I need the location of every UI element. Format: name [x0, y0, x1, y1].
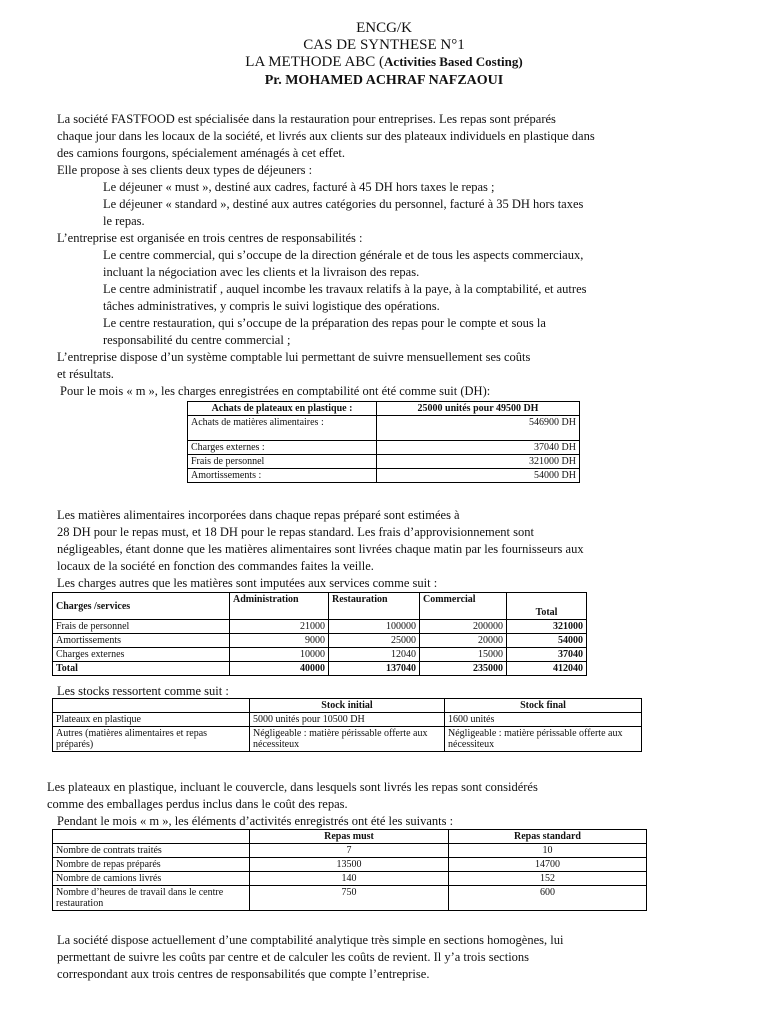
activites-cell: 7	[250, 844, 449, 858]
stocks-header	[53, 699, 250, 713]
imput-cell: 137040	[329, 662, 420, 676]
charges-label: Amortissements :	[188, 469, 377, 483]
imput-header: Restauration	[329, 593, 420, 620]
activites-cell: Nombre de contrats traités	[53, 844, 250, 858]
charges-table	[187, 401, 580, 483]
imput-cell: Charges externes	[53, 648, 230, 662]
imput-header: Charges /services	[53, 593, 230, 620]
imput-cell: 100000	[329, 620, 420, 634]
method-title-bold: Activities Based Costing)	[384, 54, 523, 69]
imput-cell: 54000	[507, 634, 587, 648]
system-line-2: et résultats.	[57, 367, 114, 381]
imput-cell: Frais de personnel	[53, 620, 230, 634]
matieres-line-3: négligeables, étant donne que les matières alimentaires sont livrées chaque matin par les fournisseurs aux	[57, 542, 584, 556]
intro-line-4: Elle propose à ses clients deux types de déjeuners :	[57, 163, 313, 177]
center-line-2: incluant la négociation avec les clients et la livraison des repas.	[103, 265, 420, 279]
imput-cell: 412040	[507, 662, 587, 676]
imput-header: Total	[507, 593, 587, 620]
activites-cell: Nombre d’heures de travail dans le centre restauration	[53, 886, 250, 911]
activites-cell: 750	[250, 886, 449, 911]
activites-header	[53, 830, 250, 844]
intro-line-1: La société FASTFOOD est spécialisée dans la restauration pour entreprises. Les repas sont préparés	[57, 112, 556, 126]
stocks-cell: Autres (matières alimentaires et repas préparés)	[53, 727, 250, 752]
imput-cell: 235000	[420, 662, 507, 676]
center-line-3: Le centre administratif , auquel incombe les travaux relatifs à la paye, à la comptabilité, et autres	[103, 282, 587, 296]
table-row	[53, 648, 587, 662]
charges-value: 54000 DH	[377, 469, 580, 483]
conclusion-line-3: correspondant aux trois centres de responsabilités que compte l’entreprise.	[57, 967, 430, 981]
table-row	[53, 858, 647, 872]
imput-cell: 9000	[230, 634, 329, 648]
table-row	[53, 662, 587, 676]
imput-cell: 40000	[230, 662, 329, 676]
table-row	[188, 416, 580, 441]
imput-header: Commercial	[420, 593, 507, 620]
method-title	[0, 54, 768, 70]
imput-cell: 12040	[329, 648, 420, 662]
center-line-1: Le centre commercial, qui s’occupe de la direction générale et de tous les aspects commerciaux,	[103, 248, 584, 262]
imput-cell: Amortissements	[53, 634, 230, 648]
activites-cell: 140	[250, 872, 449, 886]
plateaux-line-1: Les plateaux en plastique, incluant le couvercle, dans lesquels sont livrés les repas sont considérés	[47, 780, 538, 794]
school-name: ENCG/K	[356, 20, 412, 36]
conclusion-line-2: permettant de suivre les coûts par centre et de calculer les coûts de revient. Il y’a trois sections	[57, 950, 530, 964]
activites-cell: 13500	[250, 858, 449, 872]
table-row	[53, 620, 587, 634]
matieres-line-2: 28 DH pour le repas must, et 18 DH pour le repas standard. Les frais d’approvisionnement sont	[57, 525, 534, 539]
table-row	[53, 713, 642, 727]
stocks-header: Stock initial	[250, 699, 445, 713]
table-row	[188, 469, 580, 483]
charges-label: Frais de personnel	[188, 455, 377, 469]
table-row	[53, 634, 587, 648]
imput-cell: 200000	[420, 620, 507, 634]
activites-table	[52, 829, 647, 911]
charges-intro: Pour le mois « m », les charges enregistrées en comptabilité ont été comme suit (DH):	[60, 384, 491, 398]
activites-header: Repas must	[250, 830, 449, 844]
imput-cell: 15000	[420, 648, 507, 662]
activites-cell: 152	[449, 872, 647, 886]
org-intro: L’entreprise est organisée en trois centres de responsabilités :	[57, 231, 363, 245]
center-line-4: tâches administratives, y compris le suivi logistique des opérations.	[103, 299, 440, 313]
imput-cell: 25000	[329, 634, 420, 648]
table-row	[53, 872, 647, 886]
matieres-line-1: Les matières alimentaires incorporées dans chaque repas préparé sont estimées à	[57, 508, 460, 522]
plateaux-line-2: comme des emballages perdus inclus dans le coût des repas.	[47, 797, 348, 811]
table-row	[188, 441, 580, 455]
stocks-cell: Plateaux en plastique	[53, 713, 250, 727]
matieres-line-4: locaux de la société en fonction des commandes faites la veille.	[57, 559, 374, 573]
center-line-5: Le centre restauration, qui s’occupe de la préparation des repas pour le compte et sous la	[103, 316, 546, 330]
imput-cell: 37040	[507, 648, 587, 662]
charges-value: 546900 DH	[377, 416, 580, 441]
case-title: CAS DE SYNTHESE N°1	[303, 37, 465, 53]
imput-header: Administration	[230, 593, 329, 620]
stocks-cell: Négligeable : matière périssable offerte aux nécessiteux	[445, 727, 642, 752]
center-line-6: responsabilité du centre commercial ;	[103, 333, 291, 347]
activites-cell: Nombre de repas préparés	[53, 858, 250, 872]
imputation-table	[52, 592, 587, 676]
author-name: Pr. MOHAMED ACHRAF NAFZAOUI	[264, 73, 504, 88]
imput-cell: 20000	[420, 634, 507, 648]
activites-cell: Nombre de camions livrés	[53, 872, 250, 886]
charges-value: 37040 DH	[377, 441, 580, 455]
intro-line-2: chaque jour dans les locaux de la société, et livrés aux clients sur des plateaux individuels en plastique dans	[57, 129, 595, 143]
imput-cell: Total	[53, 662, 230, 676]
imput-cell: 321000	[507, 620, 587, 634]
meal-standard: Le déjeuner « standard », destiné aux autres catégories du personnel, facturé à 35 DH hors taxes	[103, 197, 584, 211]
charges-label: Charges externes :	[188, 441, 377, 455]
method-title-text: LA METHODE ABC (	[245, 54, 385, 70]
activites-cell: 14700	[449, 858, 647, 872]
imput-cell: 21000	[230, 620, 329, 634]
activites-intro: Pendant le mois « m », les éléments d’activités enregistrés ont été les suivants :	[57, 814, 454, 828]
table-row	[188, 455, 580, 469]
stocks-table	[52, 698, 642, 752]
activites-header: Repas standard	[449, 830, 647, 844]
meal-standard-cont: le repas.	[103, 214, 145, 228]
conclusion-line-1: La société dispose actuellement d’une comptabilité analytique très simple en sections homogènes, lui	[57, 933, 564, 947]
intro-line-3: des camions fourgons, spécialement aménagés à cet effet.	[57, 146, 345, 160]
stocks-cell: Négligeable : matière périssable offerte aux nécessiteux	[250, 727, 445, 752]
charges-label: Achats de matières alimentaires :	[188, 416, 377, 441]
charges-head-right: 25000 unités pour 49500 DH	[377, 402, 580, 416]
imput-cell: 10000	[230, 648, 329, 662]
system-line-1: L’entreprise dispose d’un système comptable lui permettant de suivre mensuellement ses coûts	[57, 350, 531, 364]
charges-head-left: Achats de plateaux en plastique :	[188, 402, 377, 416]
table-row	[53, 886, 647, 911]
meal-must: Le déjeuner « must », destiné aux cadres, facturé à 45 DH hors taxes le repas ;	[103, 180, 495, 194]
stocks-cell: 1600 unités	[445, 713, 642, 727]
activites-cell: 10	[449, 844, 647, 858]
imputation-intro: Les charges autres que les matières sont imputées aux services comme suit :	[57, 576, 438, 590]
table-row	[53, 727, 642, 752]
stocks-intro: Les stocks ressortent comme suit :	[57, 684, 229, 698]
table-row	[53, 844, 647, 858]
stocks-header: Stock final	[445, 699, 642, 713]
activites-cell: 600	[449, 886, 647, 911]
charges-value: 321000 DH	[377, 455, 580, 469]
stocks-cell: 5000 unités pour 10500 DH	[250, 713, 445, 727]
